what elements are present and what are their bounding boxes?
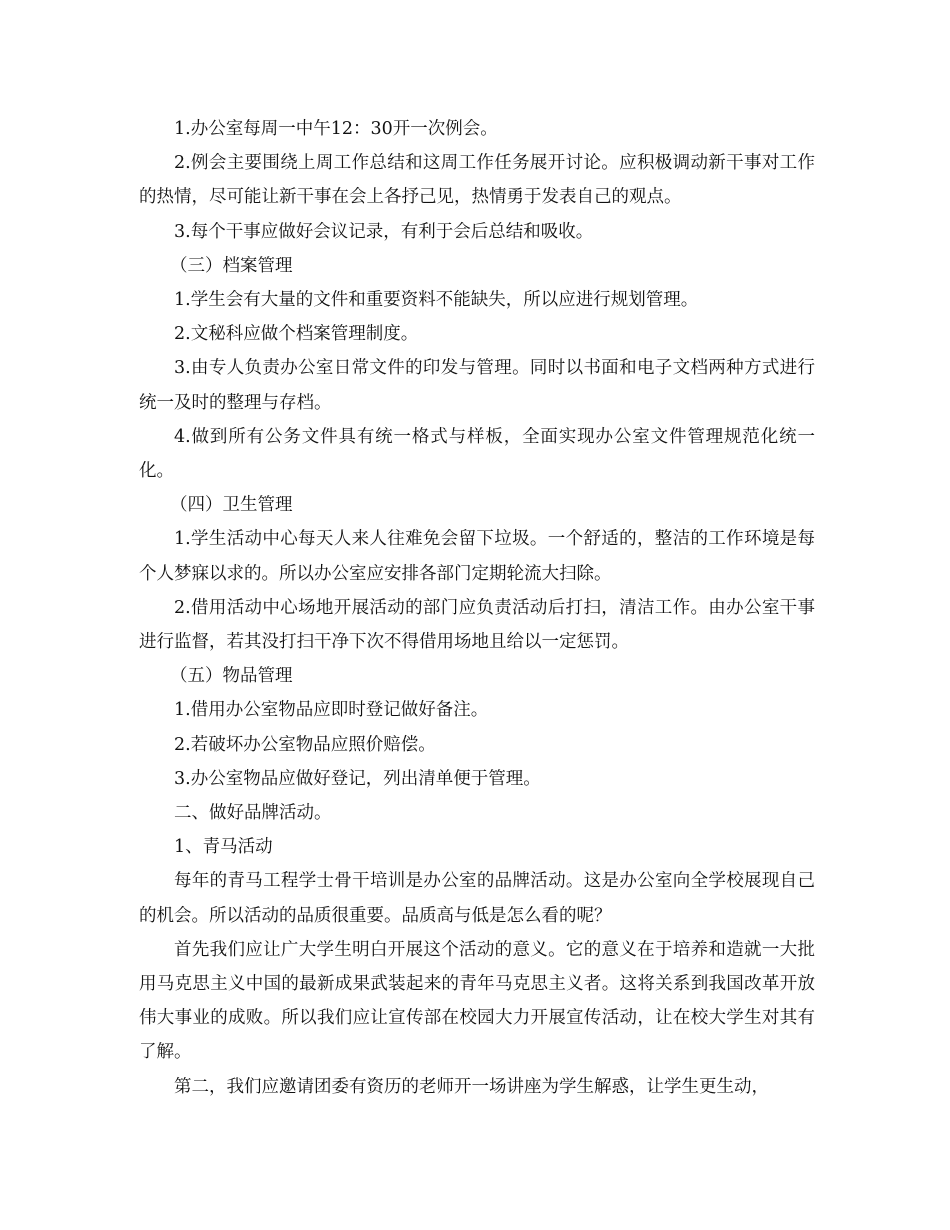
paragraph: 1.借用办公室物品应即时登记做好备注。 <box>174 700 489 721</box>
paragraph: 1.学生活动中心每天人来人往难免会留下垃圾。一个舒适的，整洁的工作环境是每个人梦寐以求的。所以办公室应安排各部门定期轮流大扫除。 <box>139 529 815 584</box>
paragraph: 2.文秘科应做个档案管理制度。 <box>174 324 419 345</box>
paragraph: 3.由专人负责办公室日常文件的印发与管理。同时以书面和电子文档两种方式进行统一及时的整理与存档。 <box>139 358 815 413</box>
paragraph: 1.办公室每周一中午12：30开一次例会。 <box>174 119 498 139</box>
paragraph: 第二，我们应邀请团委有资历的老师开一场讲座为学生解惑，让学生更生动， <box>174 1076 769 1097</box>
subsection-title: 1、青马活动 <box>174 837 273 858</box>
paragraph: 每年的青马工程学士骨干培训是办公室的品牌活动。这是办公室向全学校展现自己的机会。所以活动的品质很重要。品质高与低是怎么看的呢？ <box>139 871 815 926</box>
document-body <box>139 112 815 1104</box>
paragraph: 3.办公室物品应做好登记，列出清单便于管理。 <box>174 768 541 789</box>
section-heading: （三）档案管理 <box>170 255 293 276</box>
paragraph: 3.每个干事应做好会议记录，有利于会后总结和吸收。 <box>174 221 594 242</box>
paragraph: 首先我们应让广大学生明白开展这个活动的意义。它的意义在于培养和造就一大批用马克思主义中国的最新成果武装起来的青年马克思主义者。这将关系到我国改革开放伟大事业的成败。所以我们应让宣传部在校园大力开展宣传活动，让在校大学生对其有了解。 <box>139 939 815 1063</box>
section-heading: （四）卫生管理 <box>170 495 293 516</box>
paragraph: 2.例会主要围绕上周工作总结和这周工作任务展开讨论。应积极调动新干事对工作的热情，尽可能让新干事在会上各抒己见，热情勇于发表自己的观点。 <box>139 153 815 208</box>
paragraph: 2.借用活动中心场地开展活动的部门应负责活动后打扫，清洁工作。由办公室干事进行监督，若其没打扫干净下次不得借用场地且给以一定惩罚。 <box>139 597 815 653</box>
paragraph: 2.若破坏办公室物品应照价赔偿。 <box>174 734 436 755</box>
paragraph: 1.学生会有大量的文件和重要资料不能缺失，所以应进行规划管理。 <box>174 290 699 311</box>
section-title: 二、做好品牌活动。 <box>174 803 332 824</box>
section-heading: （五）物品管理 <box>170 666 293 687</box>
paragraph: 4.做到所有公务文件具有统一格式与样板，全面实现办公室文件管理规范化统一化。 <box>139 426 815 482</box>
